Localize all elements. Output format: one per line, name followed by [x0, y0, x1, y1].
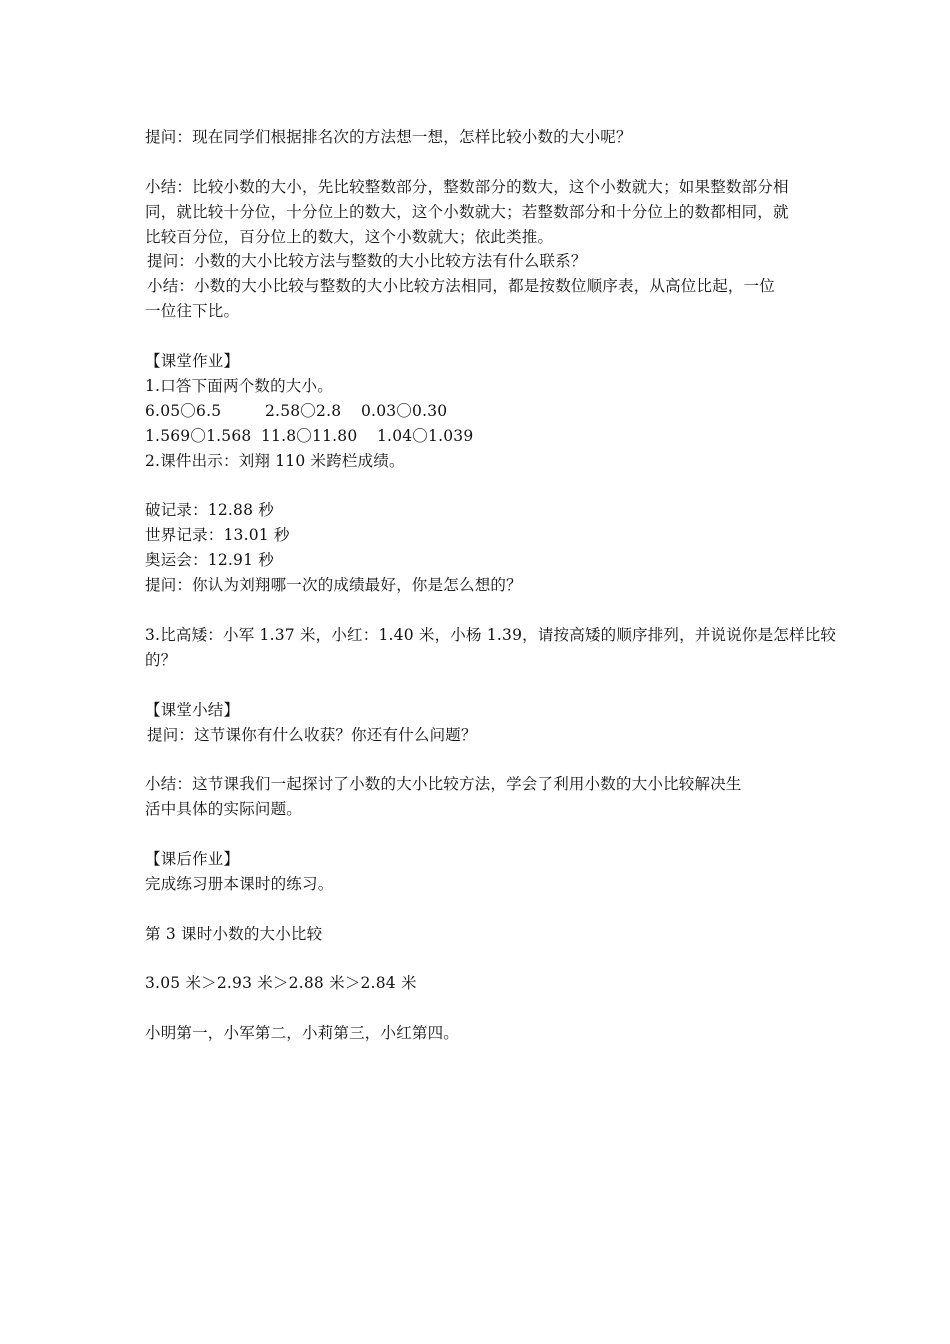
- section-heading-homework: 【课后作业】: [145, 850, 240, 868]
- section-heading-class-summary: 【课堂小结】: [145, 701, 240, 719]
- exercise-1: 1.口答下面两个数的大小。: [145, 377, 333, 395]
- exercise-2: 2.课件出示：刘翔 110 米跨栏成绩。: [145, 452, 405, 470]
- exercise-3-line-1: 3.比高矮：小军 1.37 米，小红：1.40 米，小杨 1.39，请按高矮的顺序排列，并说说你是怎样比较: [145, 626, 837, 644]
- compare-item: 0.03〇0.30: [361, 402, 448, 420]
- exercise-3-line-2: 的？: [145, 651, 177, 669]
- summary-2-line-1: 小结：小数的大小比较与整数的大小比较方法相同，都是按数位顺序表，从高位比起，一位: [147, 277, 776, 295]
- compare-item: 11.8〇11.80: [261, 427, 358, 445]
- record-olympics: 奥运会：12.91 秒: [145, 551, 275, 569]
- question-1: 提问：现在同学们根据排名次的方法想一想，怎样比较小数的大小呢？: [145, 128, 632, 146]
- answer-ranking: 小明第一，小军第二，小莉第三，小红第四。: [145, 1024, 460, 1042]
- summary-3-line-1: 小结：这节课我们一起探讨了小数的大小比较方法，学会了利用小数的大小比较解决生: [145, 775, 742, 793]
- summary-3-line-2: 活中具体的实际问题。: [145, 800, 303, 818]
- summary-2-line-2: 一位往下比。: [145, 302, 240, 320]
- homework-text: 完成练习册本课时的练习。: [145, 875, 334, 893]
- compare-item: 1.569〇1.568: [145, 427, 252, 445]
- compare-item: 1.04〇1.039: [377, 427, 474, 445]
- question-3: 提问：你认为刘翔哪一次的成绩最好，你是怎么想的？: [145, 576, 522, 594]
- record-world: 世界记录：13.01 秒: [145, 526, 290, 544]
- summary-1-line-2: 同，就比较十分位，十分位上的数大，这个小数就大；若整数部分和十分位上的数都相同，就: [145, 203, 789, 221]
- lesson-title: 第 3 课时小数的大小比较: [145, 925, 323, 943]
- compare-item: 6.05〇6.5: [145, 402, 222, 420]
- record-break: 破记录：12.88 秒: [145, 501, 275, 519]
- compare-item: 2.58〇2.8: [265, 402, 342, 420]
- summary-1-line-3: 比较百分位，百分位上的数大，这个小数就大；依此类推。: [145, 228, 554, 246]
- summary-1-line-1: 小结：比较小数的大小，先比较整数部分，整数部分的数大，这个小数就大；如果整数部分相: [145, 178, 789, 196]
- question-2: 提问：小数的大小比较方法与整数的大小比较方法有什么联系？: [147, 252, 587, 270]
- answer-ordering: 3.05 米＞2.93 米＞2.88 米＞2.84 米: [145, 974, 417, 992]
- question-4: 提问：这节课你有什么收获？你还有什么问题？: [147, 726, 477, 744]
- section-heading-classwork: 【课堂作业】: [145, 352, 240, 370]
